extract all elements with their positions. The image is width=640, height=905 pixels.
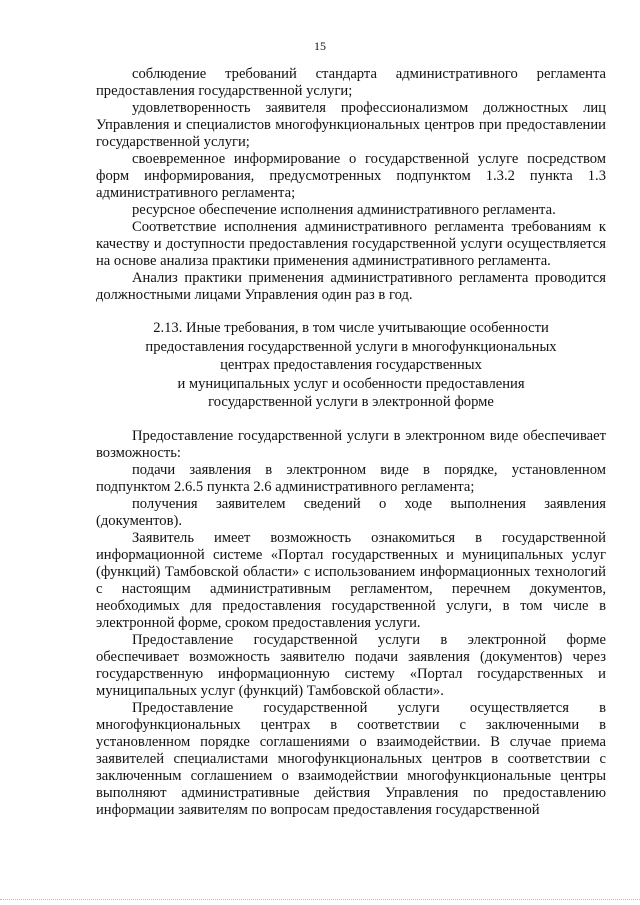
paragraph-status-tracking: получения заявителем сведений о ходе выполнения заявления (документов). bbox=[96, 495, 606, 529]
paragraph-standard-compliance: соблюдение требований стандарта административного регламента предоставления государственной услуги; bbox=[96, 66, 606, 99]
section-heading-line: предоставления государственной услуги в многофункциональных bbox=[145, 338, 557, 355]
section-heading-line: центрах предоставления государственных bbox=[220, 357, 482, 373]
scan-edge-divider bbox=[0, 899, 640, 903]
paragraph-practice-analysis: Анализ практики применения административного регламента проводится должностными лицами Управления один раз в год. bbox=[96, 270, 606, 303]
paragraph-electronic-submission: подачи заявления в электронном виде в порядке, установленном подпунктом 2.6.5 пункта 2.6 административного регламента; bbox=[96, 461, 606, 495]
paragraph-portal-familiarization: Заявитель имеет возможность ознакомиться в государственной информационной системе «Портал государственных и муниципальных услуг (функций) Тамбовской области» с использованием информационных технологий с настоящим административным регламентом, перечнем документов, необходимых для предоставления государственной услуги, в том числе в электронной форме, сроком предоставления услуги. bbox=[96, 529, 606, 631]
paragraph-quality-compliance: Соответствие исполнения административного регламента требованиям к качеству и доступности предоставления государственной услуги осуществляется на основе анализа практики применения административного регламента. bbox=[96, 219, 606, 269]
paragraph-mfc-provision: Предоставление государственной услуги осуществляется в многофункциональных центрах в соответствии с заключенными в установленном порядке соглашениями о взаимодействии. В случае приема заявителей специалистами многофункциональных центров в соответствии с заключенным соглашением о взаимодействии многофункциональные центры выполняют административные действия Управления по предоставлению информации заявителям по вопросам предоставления государственной bbox=[96, 699, 606, 818]
section-heading-line: и муниципальных услуг и особенности предоставления bbox=[177, 375, 525, 392]
paragraph-timely-informing: своевременное информирование о государственной услуге посредством форм информирования, предусмотренных подпунктом 1.3.2 пункта 1.3 административного регламента; bbox=[96, 151, 606, 201]
section-heading-line: государственной услуги в электронной форме bbox=[208, 394, 494, 410]
paragraph-electronic-provision: Предоставление государственной услуги в электронном виде обеспечивает возможность: bbox=[96, 427, 606, 461]
document-body bbox=[96, 66, 606, 819]
paragraph-portal-submission: Предоставление государственной услуги в электронной форме обеспечивает возможность заявителю подачи заявления (документов) через государственную информационную систему «Портал государственных и муниципальных услуг (функций) Тамбовской области». bbox=[96, 631, 606, 699]
section-heading-2-13 bbox=[96, 319, 606, 412]
page-number: 15 bbox=[314, 39, 326, 53]
paragraph-resource-provision: ресурсное обеспечение исполнения административного регламента. bbox=[132, 202, 556, 218]
section-heading-line: 2.13. Иные требования, в том числе учитывающие особенности bbox=[153, 320, 549, 336]
paragraph-applicant-satisfaction: удовлетворенность заявителя профессионализмом должностных лиц Управления и специалистов многофункциональных центров при предоставлении государственной услуги; bbox=[96, 100, 606, 150]
